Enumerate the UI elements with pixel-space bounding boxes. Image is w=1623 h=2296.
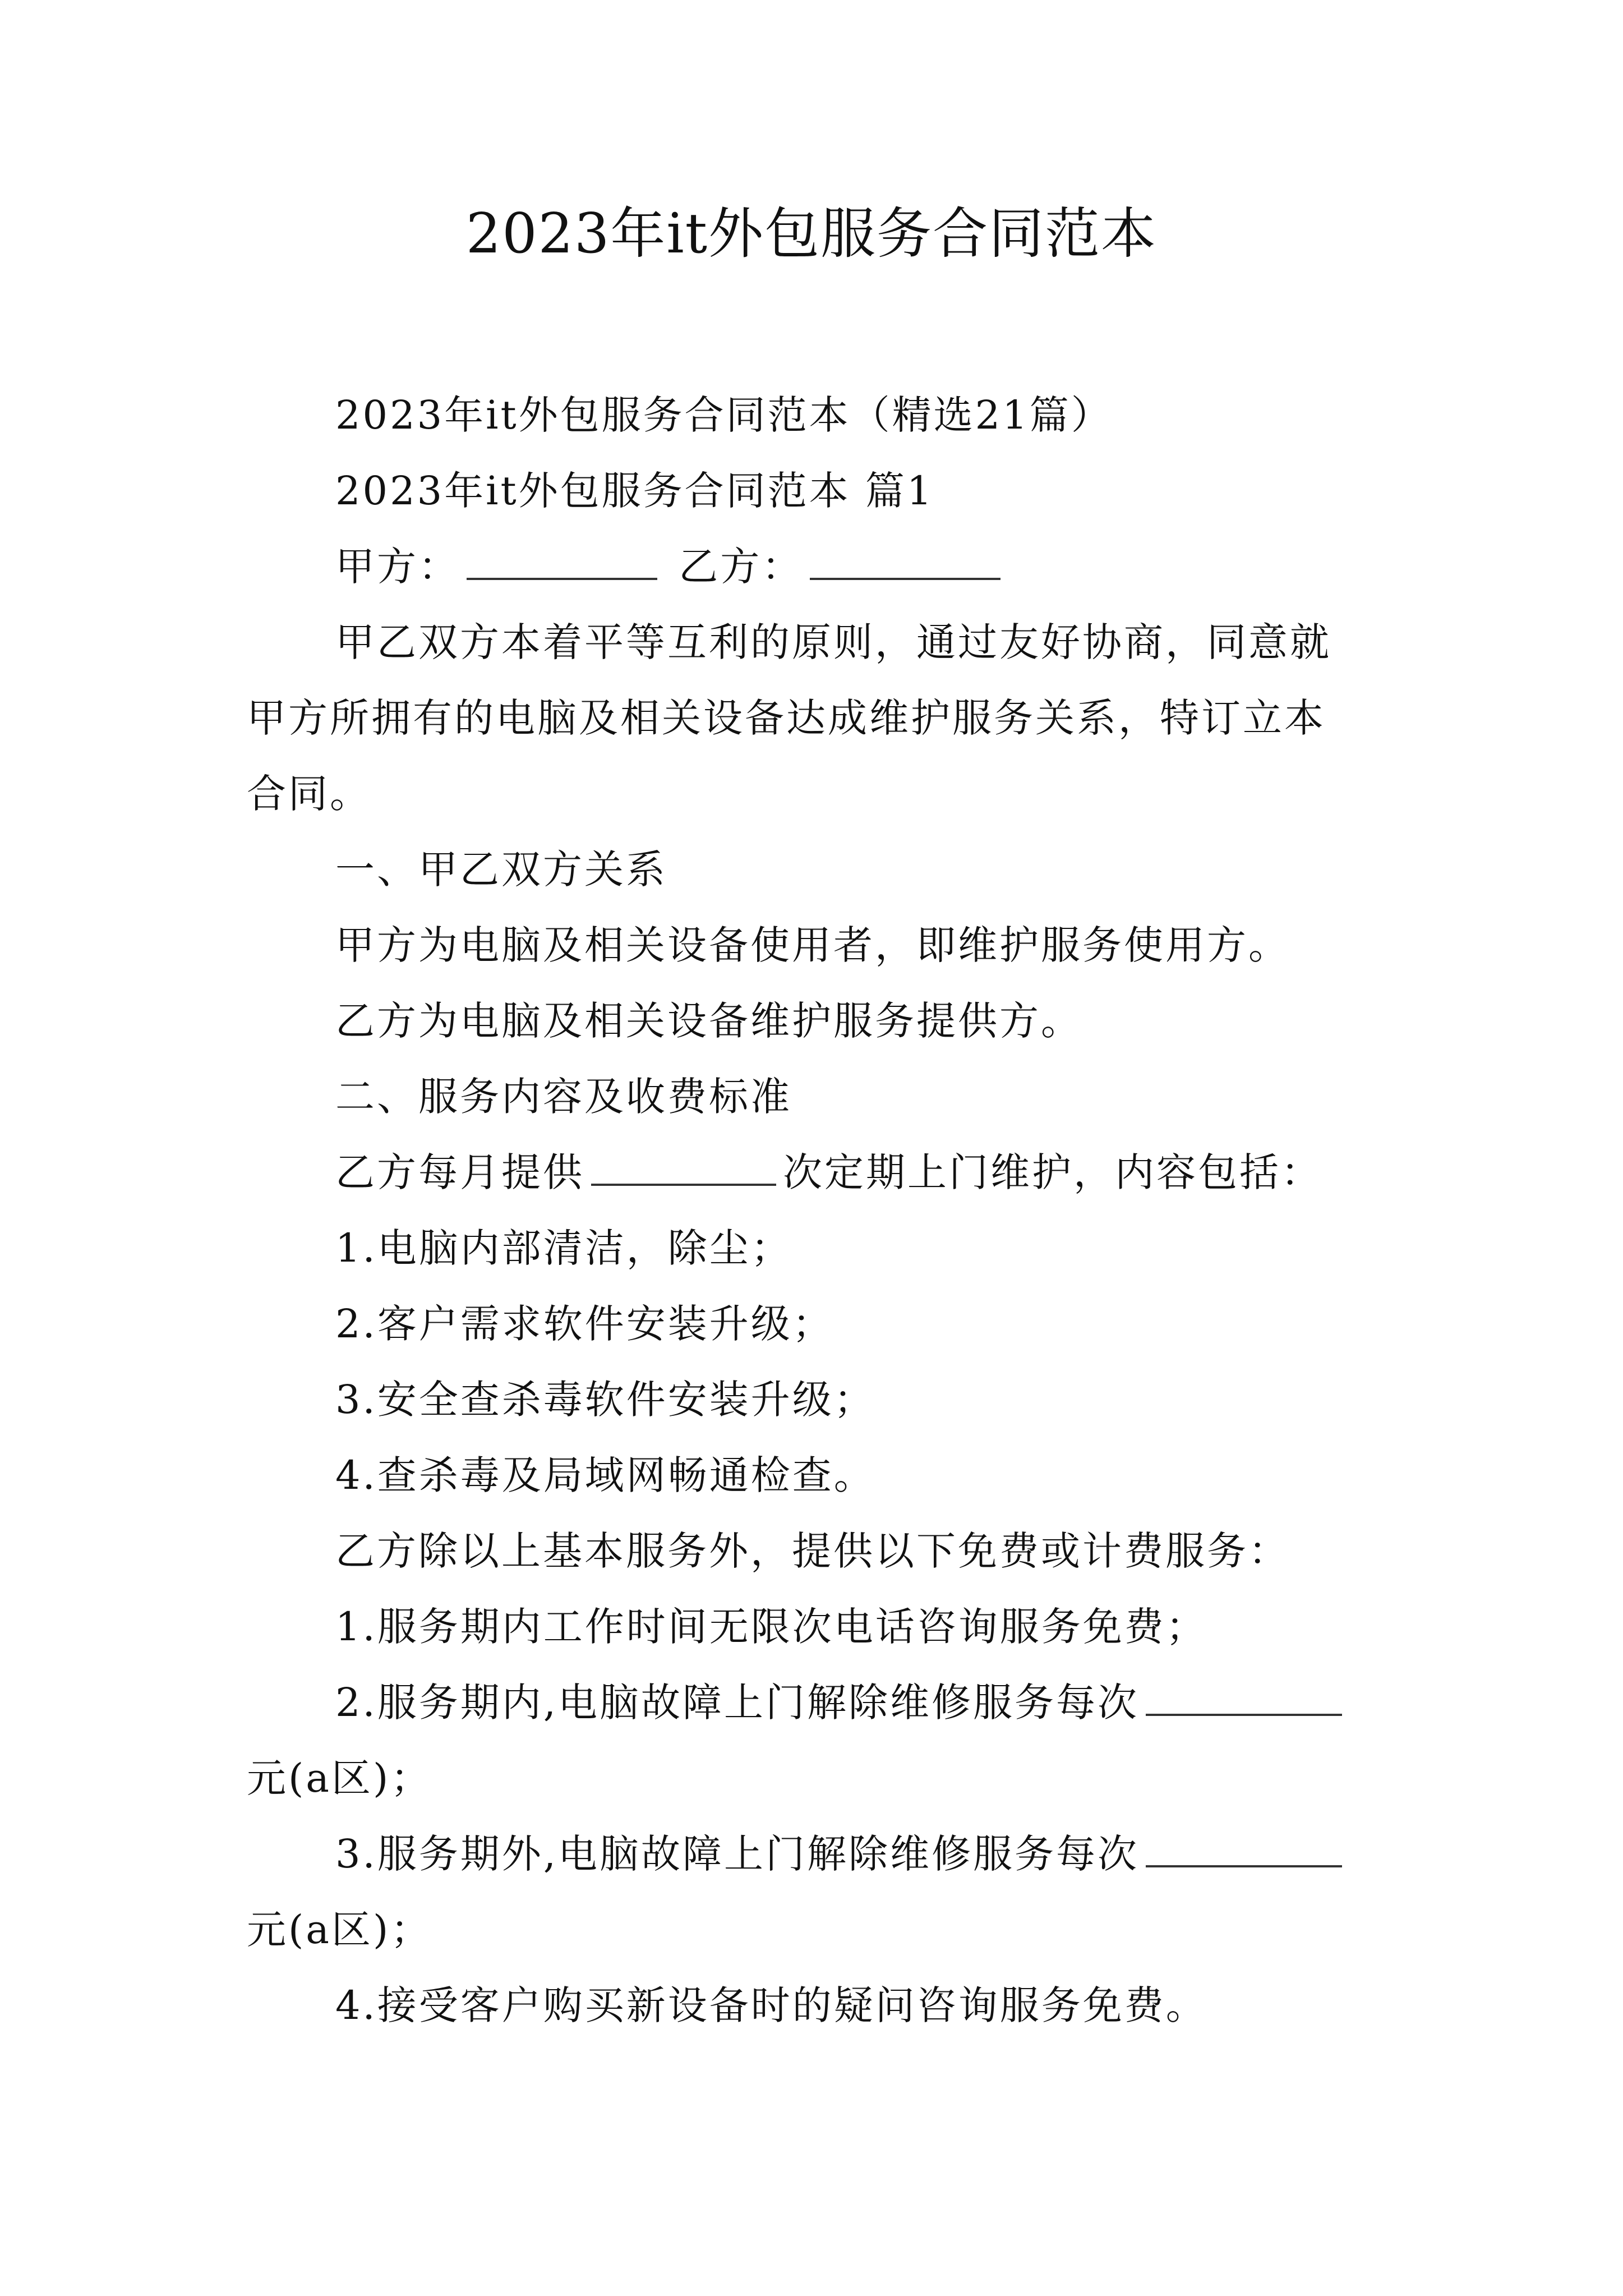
fee-in-period-label: 2.服务期内,电脑故障上门解除维修服务每次 bbox=[335, 1680, 1140, 1726]
visit-frequency-suffix: 次定期上门维护，内容包括： bbox=[783, 1149, 1322, 1195]
list-item-continuation: 元(a区)； bbox=[247, 1755, 432, 1801]
party-a-label: 甲方： bbox=[335, 544, 460, 590]
paragraph-line: 甲乙双方本着平等互利的原则，通过友好协商，同意就 bbox=[335, 619, 1331, 665]
fee-in-period-blank bbox=[1146, 1711, 1342, 1716]
visit-frequency-line bbox=[335, 1144, 1322, 1200]
paragraph-line: 甲方为电脑及相关设备使用者，即维护服务使用方。 bbox=[335, 922, 1290, 968]
list-item: 3.安全查杀毒软件安装升级； bbox=[335, 1377, 875, 1423]
paragraph-line: 乙方为电脑及相关设备维护服务提供方。 bbox=[335, 998, 1082, 1044]
visit-count-blank bbox=[591, 1181, 776, 1186]
party-b-blank bbox=[810, 576, 1000, 580]
fee-out-period-label: 3.服务期外,电脑故障上门解除维修服务每次 bbox=[335, 1831, 1140, 1877]
list-item: 4.接受客户购买新设备时的疑问咨询服务免费。 bbox=[335, 1982, 1207, 2028]
party-a-blank bbox=[467, 576, 657, 580]
paragraph-line: 乙方除以上基本服务外，提供以下免费或计费服务： bbox=[335, 1528, 1290, 1574]
list-item bbox=[335, 1826, 1342, 1882]
list-item-continuation: 元(a区)； bbox=[247, 1907, 432, 1953]
document-title: 2023年it外包服务合同范本 bbox=[465, 202, 1158, 266]
paragraph-line: 甲方所拥有的电脑及相关设备达成维护服务关系，特订立本 bbox=[247, 695, 1326, 741]
party-b-label: 乙方： bbox=[679, 544, 804, 590]
paragraph-line: 合同。 bbox=[247, 771, 371, 817]
visit-frequency-label: 乙方每月提供 bbox=[335, 1149, 584, 1195]
fee-out-period-blank bbox=[1146, 1863, 1342, 1867]
list-item: 4.查杀毒及局域网畅通检查。 bbox=[335, 1452, 875, 1498]
clause-heading-2: 二、服务内容及收费标准 bbox=[335, 1074, 792, 1120]
subtitle-line: 2023年it外包服务合同范本（精选21篇） bbox=[335, 392, 1113, 438]
section-heading-pian1: 2023年it外包服务合同范本 篇1 bbox=[335, 468, 934, 514]
clause-heading-1: 一、甲乙双方关系 bbox=[335, 846, 667, 892]
list-item bbox=[335, 1674, 1342, 1731]
list-item: 2.客户需求软件安装升级； bbox=[335, 1301, 834, 1347]
parties-line bbox=[335, 539, 1007, 595]
list-item: 1.服务期内工作时间无限次电话咨询服务免费； bbox=[335, 1604, 1207, 1650]
list-item: 1.电脑内部清洁，除尘； bbox=[335, 1225, 792, 1271]
